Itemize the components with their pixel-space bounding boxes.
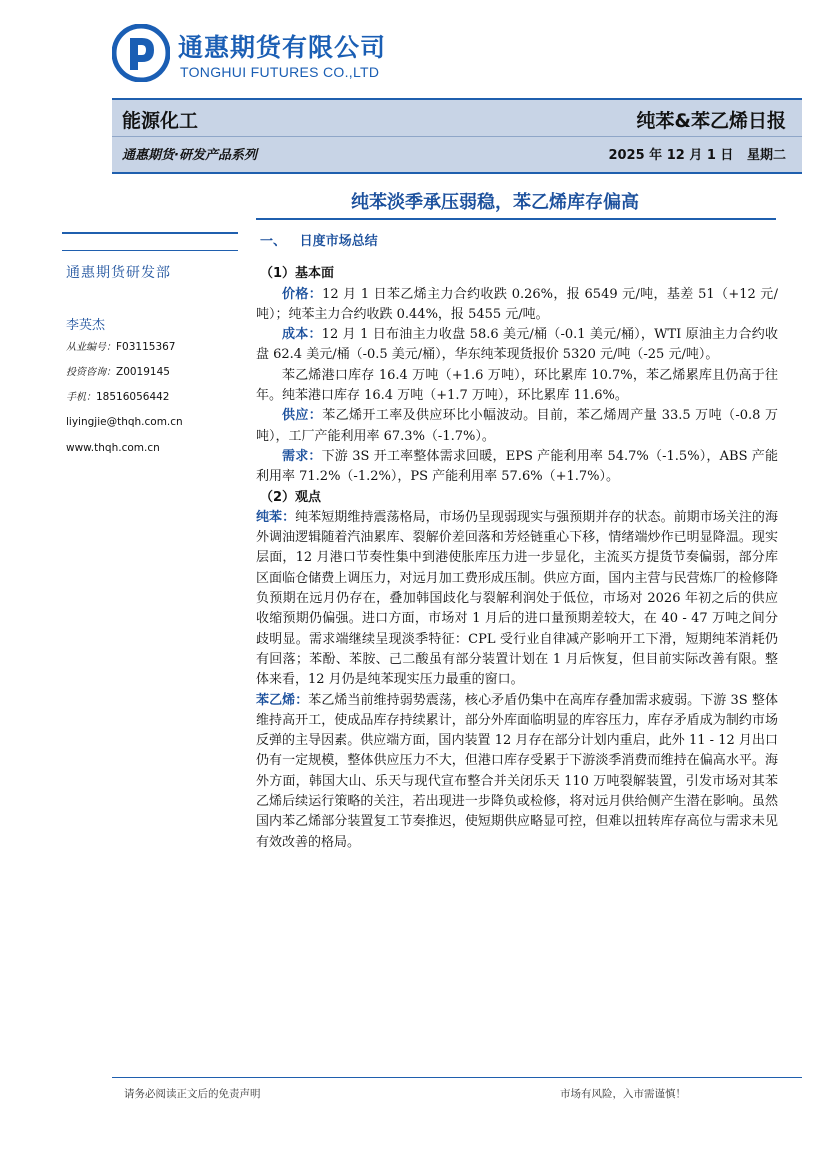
page-title: 纯苯淡季承压弱稳，苯乙烯库存偏高 bbox=[351, 192, 639, 213]
consult-value: Z0019145 bbox=[116, 366, 170, 378]
license-value: F03115367 bbox=[116, 341, 176, 353]
sector-label: 能源化工 bbox=[122, 110, 199, 132]
sidebar-website[interactable]: www.thqh.com.cn bbox=[66, 442, 160, 454]
header-band-divider bbox=[112, 136, 802, 137]
styrene-text: 苯乙烯当前维持弱势震荡，核心矛盾仍集中在高库存叠加需求疲弱。下游 3S 整体维持高开工，使成品库存持续累计，部分外库面临明显的库容压力，库存矛盾成为制约市场反弹的主导因素。供应端方面，国内装置 12 月存在部分计划内重启，此外 11 - 12 月出口仍有一定规模，整体供应压力不大，但港口库存受累于下游淡季消费而维持在偏高水平。海外方面，韩国大山、乐天与现代宣布整合并关闭乐天 110 万吨裂解装置，引发市场对其苯乙烯后续运行策略的关注，若出现进一步降负或检修，将对远月供给侧产生潜在影响。虽然国内苯乙烯部分装置复工节奏推迟，使短期供应略显可控，但难以扭转库存高位与需求未见有效改善的格局。 bbox=[256, 692, 778, 850]
benzene-label: 纯苯： bbox=[256, 509, 296, 525]
supply-text: 苯乙烯开工率及供应环比小幅波动。目前，苯乙烯周产量 33.5 万吨（-0.8 万吨），工厂产能利用率 67.3%（-1.7%）。 bbox=[256, 408, 778, 444]
sidebar-email[interactable]: liyingjie@thqh.com.cn bbox=[66, 416, 183, 428]
price-text: 12 月 1 日苯乙烯主力合约收跌 0.26%，报 6549 元/吨，基差 51（+12 元/吨）；纯苯主力合约收跌 0.44%，报 5455 元/吨。 bbox=[256, 286, 778, 322]
benzene-text: 纯苯短期维持震荡格局，市场仍呈现弱现实与强预期并存的状态。前期市场关注的海外调油逻辑随着汽油累库、裂解价差回落和芳烃链重心下移，情绪端炒作已明显降温。现实层面，12 月港口节奏性集中到港使胀库压力进一步显化，主流买方提货节奏偏弱，部分库区面临仓储费上调压力，对远月加工费形成压制。供应方面，国内主营与民营炼厂的检修降负预期在远月仍存在，叠加韩国歧化与裂解利润处于低位，市场对 2026 年初之后的供应收缩预期仍偏强。进口方面，市场对 1 月后的进口量预期差较大，在 40 - 47 万吨之间分歧明显。需求端继续呈现淡季特征：CPL 受行业自律减产影响开工下滑，短期纯苯消耗仍有回落；苯酚、苯胺、己二酸虽有部分装置计划在 1 月后恢复，但目前实际改善有限。整体来看，12 月仍是纯苯现实压力最重的窗口。 bbox=[256, 509, 778, 688]
sidebar-department: 通惠期货研发部 bbox=[66, 265, 171, 281]
paragraph-price bbox=[256, 285, 778, 326]
footer-rule bbox=[112, 1077, 802, 1078]
footer-risk-warning: 市场有风险，入市需谨慎！ bbox=[560, 1088, 686, 1100]
demand-label: 需求： bbox=[282, 448, 322, 464]
sidebar-phone bbox=[66, 388, 170, 403]
sidebar-top-rule bbox=[62, 232, 238, 234]
license-label: 从业编号： bbox=[66, 342, 116, 353]
company-logo-icon bbox=[112, 24, 170, 82]
company-logo bbox=[112, 20, 412, 86]
phone-value: 18516056442 bbox=[96, 391, 170, 403]
paragraph-styrene bbox=[256, 691, 778, 853]
consult-label: 投资咨询： bbox=[66, 367, 116, 378]
report-name: 纯苯&苯乙烯日报 bbox=[636, 110, 786, 132]
paragraph-supply bbox=[256, 406, 778, 447]
company-name-cn: 通惠期货有限公司 bbox=[178, 33, 387, 62]
demand-text: 下游 3S 开工率整体需求回暖，EPS 产能利用率 54.7%（-1.5%），ABS 产能利用率 71.2%（-1.2%），PS 产能利用率 57.6%（+1.7%）。 bbox=[256, 448, 778, 485]
styrene-label: 苯乙烯： bbox=[256, 692, 309, 708]
sidebar-top-rule-thin bbox=[62, 250, 238, 251]
series-label: 通惠期货·研发产品系列 bbox=[122, 148, 257, 163]
header-band-bottom-rule bbox=[112, 172, 802, 174]
section-heading: 一、 日度市场总结 bbox=[260, 234, 378, 249]
cost-text: 12 月 1 日布油主力收盘 58.6 美元/桶（-0.1 美元/桶），WTI 原油主力合约收盘 62.4 美元/桶（-0.5 美元/桶），华东纯苯现货报价 5320 元/吨（-25 元/吨）。 bbox=[256, 327, 778, 363]
paragraph-cost bbox=[256, 325, 778, 366]
subsection-fundamentals: （1）基本面 bbox=[260, 266, 335, 282]
title-rule bbox=[256, 218, 776, 220]
footer-disclaimer: 请务必阅读正文后的免责声明 bbox=[124, 1088, 261, 1100]
report-body bbox=[256, 232, 778, 853]
sidebar-analyst: 李英杰 bbox=[66, 318, 106, 333]
subsection-view: （2）观点 bbox=[260, 489, 322, 505]
phone-label: 手机： bbox=[66, 392, 96, 403]
paragraph-benzene bbox=[256, 508, 778, 691]
sidebar-consult bbox=[66, 363, 170, 378]
paragraph-inventory: 苯乙烯港口库存 16.4 万吨（+1.6 万吨），环比累库 10.7%，苯乙烯累库且仍高于往年。纯苯港口库存 16.4 万吨（+1.7 万吨），环比累库 11.6%。 bbox=[256, 367, 778, 404]
sidebar-license bbox=[66, 338, 175, 353]
cost-label: 成本： bbox=[282, 327, 322, 343]
paragraph-demand bbox=[256, 447, 778, 488]
header-band-top-rule bbox=[112, 98, 802, 100]
company-name-en: TONGHUI FUTURES CO.,LTD bbox=[180, 64, 380, 80]
report-date: 2025 年 12 月 1 日 星期二 bbox=[608, 148, 786, 163]
supply-label: 供应： bbox=[282, 408, 323, 424]
price-label: 价格： bbox=[282, 286, 323, 302]
